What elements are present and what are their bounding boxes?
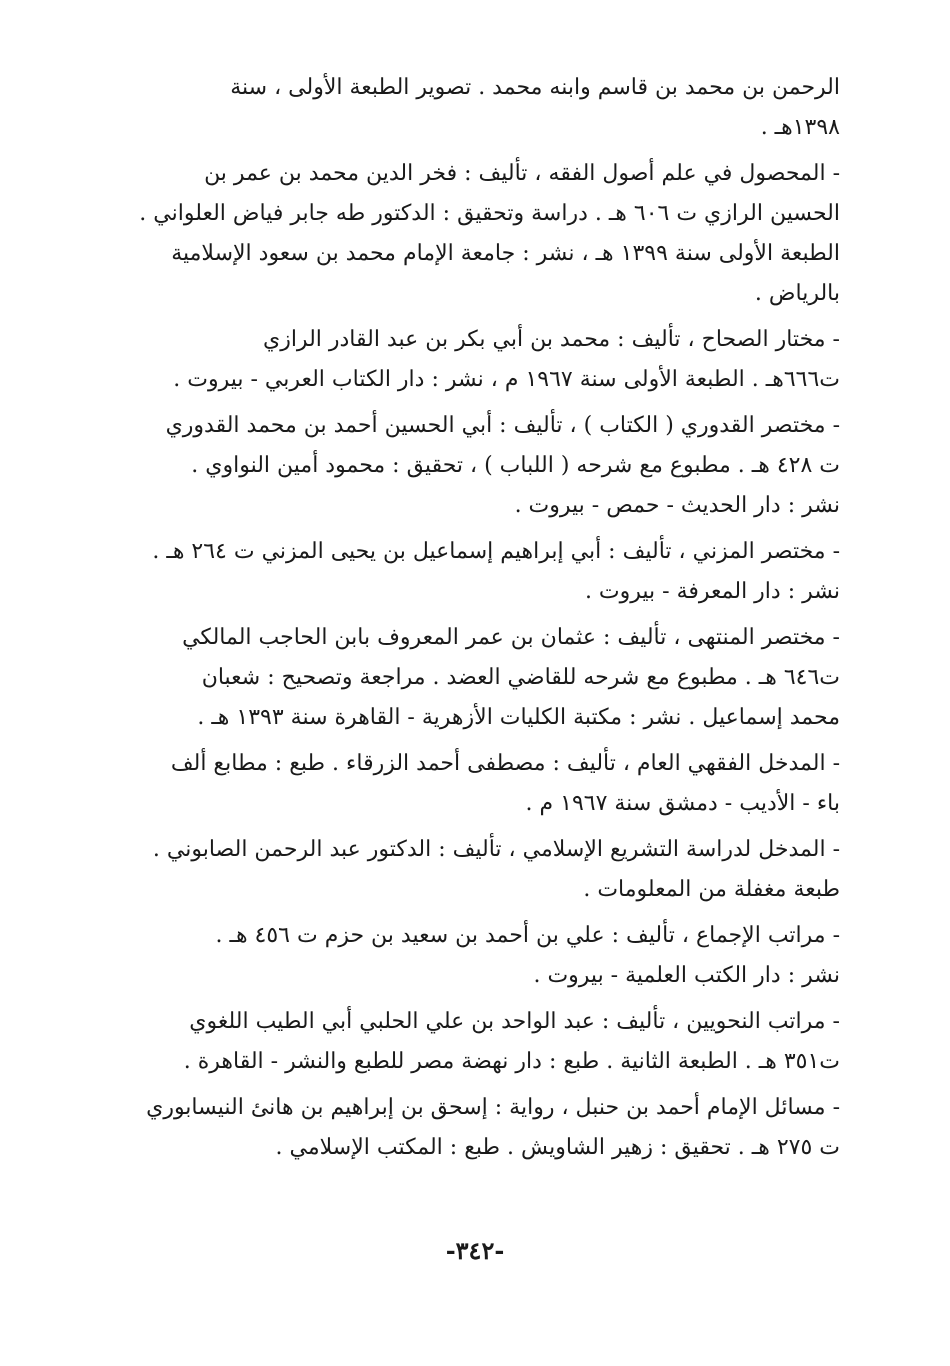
entry-line: - مختصر المنتهى ، تأليف : عثمان بن عمر المعروف بابن الحاجب المالكي [182, 625, 840, 650]
entry-line: - مختصر المزني ، تأليف : أبي إبراهيم إسماعيل بن يحيى المزني ت ٢٦٤ هـ . [152, 539, 840, 564]
entry-line: - المدخل لدراسة التشريع الإسلامي ، تأليف : الدكتور عبد الرحمن الصابوني . [152, 837, 840, 862]
entry-line: ت ٢٧٥ هـ . تحقيق : زهير الشاويش . طبع : المكتب الإسلامي . [275, 1135, 840, 1160]
entry-line: نشر : دار الحديث - حمص - بيروت . [514, 493, 840, 518]
entry-line: الحسين الرازي ت ٦٠٦ هـ . دراسة وتحقيق : الدكتور طه جابر فياض العلواني . [139, 201, 840, 226]
bibliography-entry [70, 916, 840, 996]
entry-line: بالرياض . [754, 281, 840, 306]
bibliography-entry [70, 830, 840, 910]
entry-line: محمد إسماعيل . نشر : مكتبة الكليات الأزهرية - القاهرة سنة ١٣٩٣ هـ . [197, 705, 840, 730]
entry-line: ١٣٩٨هـ . [760, 115, 840, 140]
entry-line: الرحمن بن محمد بن قاسم وابنه محمد . تصوير الطبعة الأولى ، سنة [230, 75, 840, 100]
bibliography-entry [70, 1088, 840, 1168]
entry-line: ت ٤٢٨ هـ . مطبوع مع شرحه ( اللباب ) ، تحقيق : محمود أمين النواوي . [191, 453, 840, 478]
entry-line: - مسائل الإمام أحمد بن حنبل ، رواية : إسحق بن إبراهيم بن هانئ النيسابوري [146, 1095, 840, 1120]
bibliography-entry [70, 68, 840, 148]
entry-line: - مراتب الإجماع ، تأليف : علي بن أحمد بن سعيد بن حزم ت ٤٥٦ هـ . [215, 923, 840, 948]
bibliography-entry [70, 154, 840, 314]
bibliography-entry [70, 744, 840, 824]
entry-line: ت٦٦٦هـ . الطبعة الأولى سنة ١٩٦٧ م ، نشر : دار الكتاب العربي - بيروت . [173, 367, 840, 392]
bibliography-entry [70, 1002, 840, 1082]
bibliography-entry [70, 532, 840, 612]
entry-line: ت٣٥١ هـ . الطبعة الثانية . طبع : دار نهضة مصر للطبع والنشر - القاهرة . [183, 1049, 840, 1074]
bibliography-entry [70, 320, 840, 400]
entry-line: - المحصول في علم أصول الفقه ، تأليف : فخر الدين محمد بن عمر بن [204, 161, 840, 186]
entry-line: باء - الأديب - دمشق سنة ١٩٦٧ م . [525, 791, 840, 816]
entry-line: - المدخل الفقهي العام ، تأليف : مصطفى أحمد الزرقاء . طبع : مطابع ألف [170, 751, 840, 776]
entry-line: - مختصر القدوري ( الكتاب ) ، تأليف : أبي الحسين أحمد بن محمد القدوري [165, 413, 840, 438]
entry-line: الطبعة الأولى سنة ١٣٩٩ هـ ، نشر : جامعة الإمام محمد بن سعود الإسلامية [171, 241, 840, 266]
entry-line: - مختار الصحاح ، تأليف : محمد بن أبي بكر بن عبد القادر الرازي [262, 327, 840, 352]
entry-line: ت٦٤٦ هـ . مطبوع مع شرحه للقاضي العضد . مراجعة وتصحيح : شعبان [201, 665, 840, 690]
bibliography-entry [70, 618, 840, 738]
bibliography-text [70, 68, 840, 1174]
entry-line: نشر : دار الكتب العلمية - بيروت . [533, 963, 840, 988]
entry-line: طبعة مغفلة من المعلومات . [583, 877, 840, 902]
page-number: -٣٤٢- [445, 1236, 505, 1265]
entry-line: نشر : دار المعرفة - بيروت . [584, 579, 840, 604]
bibliography-entry [70, 406, 840, 526]
entry-line: - مراتب النحويين ، تأليف : عبد الواحد بن علي الحلبي أبي الطيب اللغوي [189, 1009, 840, 1034]
